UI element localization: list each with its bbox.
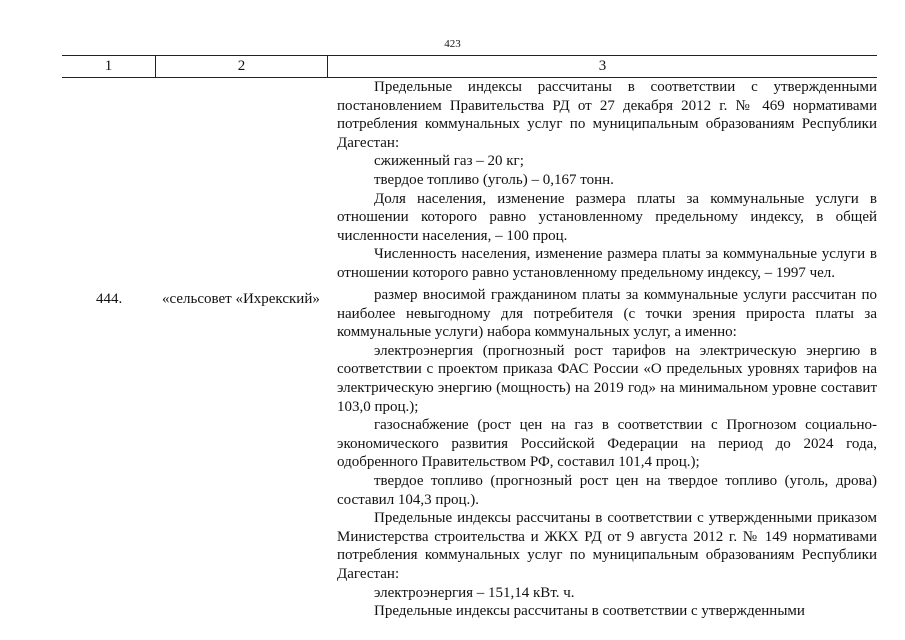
table-top-border: [62, 55, 877, 56]
column-header-1: 1: [104, 58, 113, 74]
paragraph: Предельные индексы рассчитаны в соответствии с утвержденными постановлением Правительства РД от 27 декабря 2012 г. № 469 нормативами потребления коммунальных услуг по муниципальным образованиям Республики Дагестан:: [337, 79, 877, 151]
paragraph: Численность населения, изменение размера платы за коммунальные услуги в отношении которого равно установленному предельному индексу, – 1997 чел.: [337, 246, 877, 281]
paragraph: газоснабжение (рост цен на газ в соответствии с Прогнозом социально-экономического развития Российской Федерации на период до 2024 года, одобренного Правительством РФ, составил 101,4 проц.);: [337, 417, 877, 471]
paragraph: сжиженный газ – 20 кг;: [374, 153, 524, 170]
paragraph: Предельные индексы рассчитаны в соответствии с утвержденными: [374, 603, 805, 620]
page-number: 423: [444, 38, 461, 50]
row-444-text: [337, 286, 877, 621]
paragraph: размер вносимой гражданином платы за коммунальные услуги рассчитан по наиболее невыгодному для потребителя (с точки зрения прироста платы за коммунальные услуги) набора коммунальных услуг, а именно:: [337, 287, 877, 341]
row-number: 444.: [96, 291, 123, 307]
municipality-name: «сельсовет «Ихрекский»: [162, 291, 320, 307]
paragraph: твердое топливо (прогнозный рост цен на твердое топливо (уголь, дрова) составил 104,3 проц.).: [337, 472, 877, 508]
paragraph: Доля населения, изменение размера платы за коммунальные услуги в отношении которого равно установленному предельному индексу, в общей численности населения, – 100 проц.: [337, 190, 877, 244]
paragraph: Предельные индексы рассчитаны в соответствии с утвержденными приказом Министерства строительства и ЖКХ РД от 9 августа 2012 г. № 149 нормативами потребления коммунальных услуг по муниципальным образованиям Республики Дагестан:: [337, 510, 877, 582]
column-header-3: 3: [598, 58, 607, 74]
continued-row-text: [337, 78, 877, 283]
paragraph: твердое топливо (уголь) – 0,167 тонн.: [374, 171, 614, 188]
paragraph: электроэнергия – 151,14 кВт. ч.: [374, 584, 575, 601]
paragraph: электроэнергия (прогнозный рост тарифов на электрическую энергию в соответствии с проектом приказа ФАС России «О предельных уровнях тарифов на электрическую энергию (мощность) на 2019 год» на минимальном уровне составит 103,0 проц.);: [337, 342, 877, 415]
column-header-2: 2: [237, 58, 246, 74]
